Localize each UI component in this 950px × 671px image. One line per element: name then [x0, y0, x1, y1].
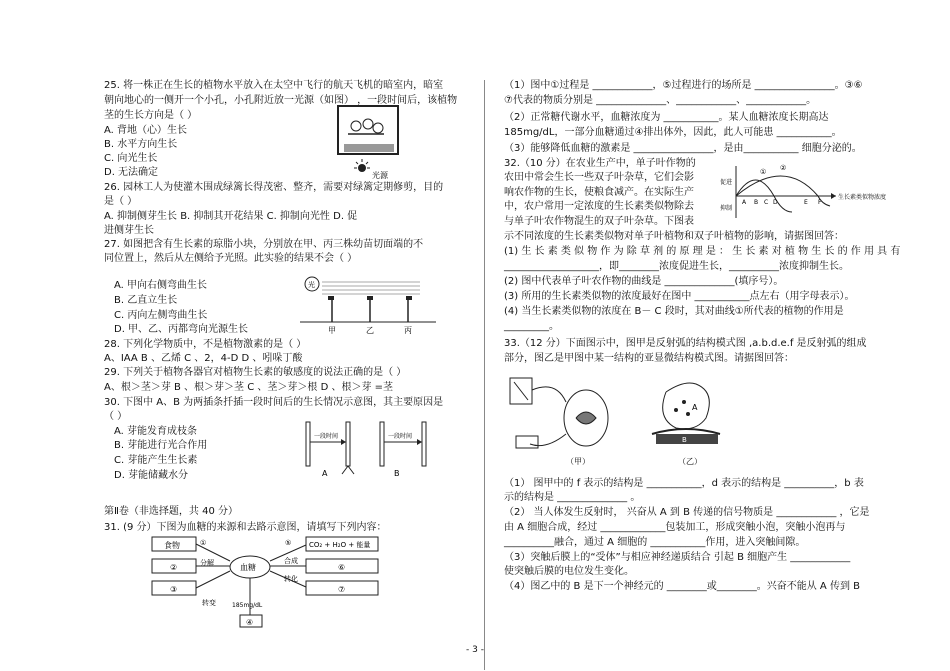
q27-option-d: D. 甲、乙、丙都弯向光源生长 [114, 324, 249, 335]
fig31-synth: 合成 [284, 557, 298, 565]
fig25-plant-diagram [334, 104, 408, 180]
q33-sub2-line3: __________融合，通过 A 细胞的 ___________作用，进入突触间隙。 [504, 537, 806, 548]
q28-line1: 28. 下列化学物质中，不是植物激素的是（ ） [104, 339, 307, 350]
fig31-n7: ⑦ [338, 585, 346, 594]
cutting-b-left [380, 422, 384, 466]
q31-sub2-line1: （2）正常糖代谢水平，血糖浓度为 ___________。某人血糖浓度长期高达 [504, 112, 829, 123]
fig32-point-c: C [764, 199, 769, 206]
fig32-point-b: B [754, 199, 759, 206]
fig32-point-d: D [773, 199, 778, 206]
q32-line6: 示不同浓度的生长素类似物对单子叶植物和双子叶植物的影响，请据图回答： [504, 231, 844, 242]
fig31-n6: ⑥ [338, 563, 346, 572]
q26-line1: 26. 园林工人为使灌木围成绿篱长得茂密、整齐，需要对绿篱定期修剪，目的 [104, 182, 444, 193]
fig33-reflex-arc [506, 372, 746, 468]
page-number: - 3 - [466, 645, 484, 655]
q32-line2: 农田中常会生长一些双子叶杂草，它们会影 [504, 172, 694, 183]
q30-option-d: D. 芽能储藏水分 [114, 470, 189, 481]
fig30-label-a: A [322, 469, 328, 478]
fig33-label-yi: （乙） [678, 457, 702, 466]
fig32-xlabel: 生长素类似物浓度 [838, 194, 887, 201]
q32-sub2: (2) 图中代表单子叶农作物的曲线是 ______________(填序号）。 [504, 276, 784, 287]
q29-options: A、根＞茎＞芽 B 、根＞芽＞茎 C 、茎＞芽＞根 D 、根＞芽 =茎 [104, 382, 394, 393]
q31-sub2-line2: 185mg/dL，一部分血糖通过④排出体外，因此，此人可能患 ___________。 [504, 127, 842, 138]
fig31-n5: ⑤ [285, 539, 292, 547]
leaf-2 [363, 119, 373, 129]
q31-sub1-line2: ⑦代表的物质分别是 ______________、____________、____________。 [504, 95, 817, 106]
q26-line2: 是（ ） [104, 196, 138, 207]
fig27-sun-label: 光 [308, 281, 315, 289]
q32-sub1-line2: ___________________，即________浓度促进生长，__________浓度抑制生长。 [504, 261, 849, 272]
q33-sub4-line1: （4）图乙中的 B 是下一个神经元的 ________或________。兴奋不能从 A 传到 B [504, 581, 860, 592]
cutting-b-right [422, 422, 426, 466]
cutting-a-right [346, 422, 350, 466]
fig32-auxin-curve [718, 162, 948, 222]
q27-option-a: A. 甲向右侧弯曲生长 [114, 280, 208, 291]
q33-line2: 部分，图乙是甲图中某一结构的亚显微结构模式图。请据图回答： [504, 353, 794, 364]
fig32-c2: ② [780, 164, 787, 172]
fig32-point-a: A [742, 199, 747, 206]
q32-sub3: (3) 所用的生长素类似物的浓度最好在图中 ___________点左右（用字母表示）。 [504, 291, 855, 302]
fig32-c1: ① [760, 168, 767, 176]
q31-sub1-line1: （1）图中①过程是 ____________，⑤过程进行的场所是 ________________。③⑥ [504, 80, 863, 91]
synaptic-knob [663, 383, 710, 429]
fig31-conc: 185mg/dL [232, 602, 263, 609]
q33-line1: 33.（12 分）下面图示中，图甲是反射弧的结构模式图 ,a.b.d.e.f 是反射弧的组成 [504, 338, 867, 349]
q25-line1: 25. 将一株正在生长的植物水平放入在太空中飞行的航天飞机的暗室内，暗室 [104, 80, 444, 91]
q32-line3: 响农作物的生长，使粮食减产。在实际生产 [504, 187, 694, 198]
q30-option-a: A. 芽能发育成枝条 [114, 426, 198, 437]
q25-option-d: D. 无法确定 [104, 167, 159, 178]
fig25-label: 光源 [372, 171, 388, 180]
q33-sub3-line2: 使突触后膜的电位发生变化。 [504, 566, 634, 577]
pot [344, 144, 394, 152]
q27-line1: 27. 如图把含有生长素的琼脂小块，分别放在甲、丙三株幼苗切面端的不 [104, 239, 424, 250]
q32-sub4-line2: _________。 [504, 321, 559, 332]
fig31-blood-sugar-diagram [150, 533, 380, 633]
q32-line5: 与单子叶农作物混生的双子叶杂草。下图表 [504, 216, 694, 227]
leaf-1 [351, 121, 361, 131]
light-source-icon [358, 164, 366, 172]
afferent-nerve [532, 387, 566, 402]
q32-line4: 中，农户常用一定浓度的生长素类似物除去 [504, 201, 694, 212]
q30-option-b: B. 芽能进行光合作用 [114, 440, 208, 451]
fig32-ylabel2: 抑制 [720, 205, 733, 212]
gray-matter [576, 412, 596, 424]
q26-line4: 进侧芽生长 [104, 225, 154, 236]
postsynaptic-cell [656, 434, 718, 444]
fig27-seedling-diagram [296, 274, 440, 336]
q30-option-c: C. 芽能产生生长素 [114, 455, 198, 466]
q31-sub3: （3）能够降低血糖的激素是 ________________，是由___________ 细胞分泌的。 [504, 143, 862, 154]
fig31-n4: ④ [246, 618, 254, 627]
q33-sub3-line1: （3）突触后膜上的“受体”与相应神经递质结合 引起 B 细胞产生 ____________ [504, 552, 851, 563]
q25-line3: 茎的生长方向是（ ） [104, 110, 198, 121]
fig31-food: 食物 [164, 541, 180, 550]
fig31-center: 血糖 [240, 563, 256, 572]
fig31-convert: 转变 [202, 599, 216, 607]
q28-options: A、IAA B 、乙烯 C 、2，4-D D 、吲哚丁酸 [104, 353, 303, 364]
q25-line2: 朝向地心的一侧开一个小孔，小孔附近放一光源（如图） ，一段时间后，该植物 [104, 95, 458, 106]
fig30-text-a: 一段时间 [314, 433, 339, 440]
q30-line1: 30. 下图中 A、B 为两插条扦插一段时间后的生长情况示意图，其主要原因是 [104, 397, 444, 408]
column-divider [484, 80, 485, 670]
fig32-point-e: E [804, 199, 808, 206]
fig32-point-f: F [818, 199, 822, 206]
effector-box [516, 436, 538, 448]
q32-sub1-line1: (1) 生 长 素 类 似 物 作 为 除 草 剂 的 原 理 是 ： 生 长 素 对 植 物 生 长 的 作 用 具 有 [504, 246, 901, 257]
q27-option-c: C. 丙向左侧弯曲生长 [114, 310, 208, 321]
q25-option-c: C. 向光生长 [104, 153, 158, 164]
q33-sub2-line2: 由 A 细胞合成，经过 _____________包装加工，形成突触小泡，突触小泡再与 [504, 522, 846, 533]
q26-options: A. 抑制侧芽生长 B. 抑制其开花结果 C. 抑制向光性 D. 促 [104, 211, 358, 222]
q25-option-b: B. 水平方向生长 [104, 139, 178, 150]
q30-line2: （ ） [104, 411, 128, 422]
q29-line1: 29. 下列关于植物各器官对植物生长素的敏感度的说法正确的是（ ） [104, 367, 407, 378]
fig33-label-a: A [692, 403, 698, 412]
cutting-a-left [306, 422, 310, 466]
fig27-label-yi: 乙 [366, 326, 374, 335]
postsynaptic-membrane [652, 429, 720, 434]
fig33-label-b: B [682, 436, 687, 444]
q32-line1: 32.（10 分）在农业生产中，单子叶作物的 [504, 158, 696, 169]
fig31-n2: ② [170, 563, 178, 572]
fig31-transform: 转化 [284, 575, 298, 583]
fig31-decompose: 分解 [200, 559, 214, 567]
q25-option-a: A. 背地（心）生长 [104, 125, 188, 136]
fig33-label-jia: （甲） [566, 457, 590, 466]
section2-title: 第Ⅱ卷（非选择题，共 40 分） [104, 506, 239, 517]
fig27-label-bing: 丙 [404, 326, 412, 335]
q33-sub1-line2: 示的结构是 ______________ 。 [504, 492, 641, 503]
fig30-label-b: B [394, 469, 400, 478]
leaf-3 [373, 123, 383, 133]
q33-sub1-line1: （1） 图甲中的 f 表示的结构是 ___________，d 表示的结构是 __________，b 表 [504, 478, 864, 489]
fig31-n1: ① [200, 539, 207, 547]
fig30-text-b: 一段时间 [388, 433, 413, 440]
fig31-out1: CO₂ + H₂O + 能量 [309, 541, 371, 549]
q31-line1: 31. (9 分）下图为血糖的来源和去路示意图，请填写下列内容： [104, 522, 387, 533]
fig27-label-jia: 甲 [328, 326, 336, 335]
q32-sub4-line1: (4) 当生长素类似物的浓度在 B－ C 段时，其对曲线①所代表的植物的作用是 [504, 306, 844, 317]
q33-sub2-line1: （2） 当人体发生反射时， 兴奋从 A 到 B 传递的信号物质是 ____________ ，它是 [504, 507, 870, 518]
q27-line2: 同位置上，然后从左侧给予光照。此实验的结果不会（ ） [104, 253, 358, 264]
fig30-cutting-diagram [296, 418, 446, 478]
fig32-ylabel: 促进 [720, 179, 733, 186]
fig31-n3: ③ [170, 585, 178, 594]
q27-option-b: B. 乙直立生长 [114, 295, 178, 306]
curve-2 [736, 176, 830, 206]
